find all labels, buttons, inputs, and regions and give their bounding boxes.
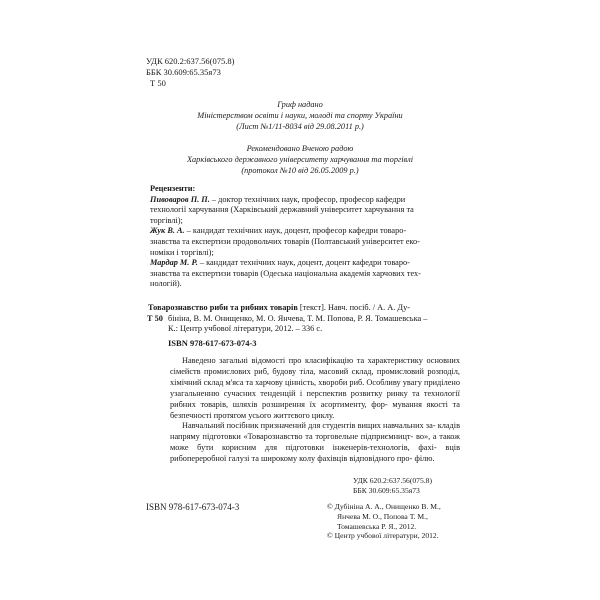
bibliographic-record xyxy=(148,303,460,335)
classification-block xyxy=(146,56,234,89)
ministry-approval xyxy=(150,99,450,132)
grif-line-3: (Лист №1/11-8034 від 29.08.2011 р.) xyxy=(236,122,364,131)
recom-line-2: Харківського державного університету харчування та торгівлі xyxy=(186,155,414,164)
bib-line-1: [текст]. Навч. посіб. / А. А. Ду- xyxy=(297,303,410,312)
reviewer-name: Пивоваров П. П. xyxy=(150,194,210,204)
annotation xyxy=(170,356,460,465)
reviewers-section xyxy=(150,184,458,290)
grif-line-1: Гриф надано xyxy=(277,100,323,109)
reviewer-2: Жук В. А. – кандидат технічних наук, доцент, професор кафедри товаро- знавства та експертизи продовольчих товарів (Полтавський університет еко- номіки і торгівлі); xyxy=(150,226,420,257)
reviewer-1: Пивоваров П. П. – доктор технічних наук, професор, професор кафедри технології харчування (Харківський державний університет харчування та торгівлі); xyxy=(150,194,414,225)
classification-repeat xyxy=(353,476,432,496)
bbk-code: ББК 30.609:65.35я73 xyxy=(146,67,221,77)
copyright-line-3: Томашевська Р. Я., 2012. xyxy=(337,521,417,531)
udk-code: УДК 620.2:637.56(075.8) xyxy=(146,56,235,66)
isbn-bottom: ISBN 978-617-673-074-3 xyxy=(146,502,240,512)
isbn-main: ISBN 978-617-673-074-3 xyxy=(168,338,257,348)
copyright-line-2: Янчева М. О., Попова Т. М., xyxy=(337,511,428,521)
reviewer-name: Жук В. А. xyxy=(150,226,185,236)
reviewer-name: Мардар М. Р. xyxy=(150,258,198,268)
recom-line-3: (протокол №10 від 26.05.2009 р.) xyxy=(241,166,359,175)
recom-line-1: Рекомендовано Вченою радою xyxy=(246,144,354,153)
reviewer-3: Мардар М. Р. – кандидат технічних наук, доцент, доцент кафедри товаро- знавства та експертизи товарів (Одеська національна академія харчових тех- нологій). xyxy=(150,258,421,289)
author-mark: Т 50 xyxy=(150,78,166,88)
reviewers-title: Рецензенти: xyxy=(150,184,196,193)
council-recommendation xyxy=(150,143,450,176)
udk-code-repeat: УДК 620.2:637.56(075.8) xyxy=(353,476,432,485)
annotation-paragraph-1: Наведено загальні відомості про класифікацію та характеристику основних сімейств промислових риб, будову тіла, масовий склад, промисловий розподіл, хімічний склад м'яса та харчову цінність, хвороби риб. Особливу увагу приділено узагальненню сучасних тенденцій і перспектив розвитку ринку та технології рибних товарів, шляхів розширення їх асортименту, фор- мування якості та безпечності протягом усього життєвого циклу. xyxy=(170,356,461,420)
book-title: Товарознавство риби та рибних товарів xyxy=(148,303,298,312)
grif-line-2: Міністерством освіти і науки, молоді та спорту України xyxy=(197,111,403,120)
copyright-block xyxy=(327,502,441,541)
bib-line-2: бініна, В. М. Онищенко, М. О. Янчева, Т. М. Попова, Р. Я. Томашевська – xyxy=(168,313,428,323)
annotation-paragraph-2: Навчальний посібник призначений для студентів вищих навчальних за- кладів напряму підготовки «Товарознавство та торговельне підприємницт- во», а також може бути корисним для підготовки інженерів-технологів, фахі- вців рибопереробної галузі та широкому колу фахівців відповідного про- філю. xyxy=(170,421,461,464)
bbk-code-repeat: ББК 30.609:65.35я73 xyxy=(353,486,420,495)
copyright-line-4: © Центр учбової літератури, 2012. xyxy=(327,531,439,541)
copyright-line-1: © Дубініна А. А., Онищенко В. М., xyxy=(327,502,441,511)
bib-line-3: К.: Центр учбової літератури, 2012. – 336 с. xyxy=(168,324,323,334)
bib-author-mark: Т 50 xyxy=(147,313,163,323)
